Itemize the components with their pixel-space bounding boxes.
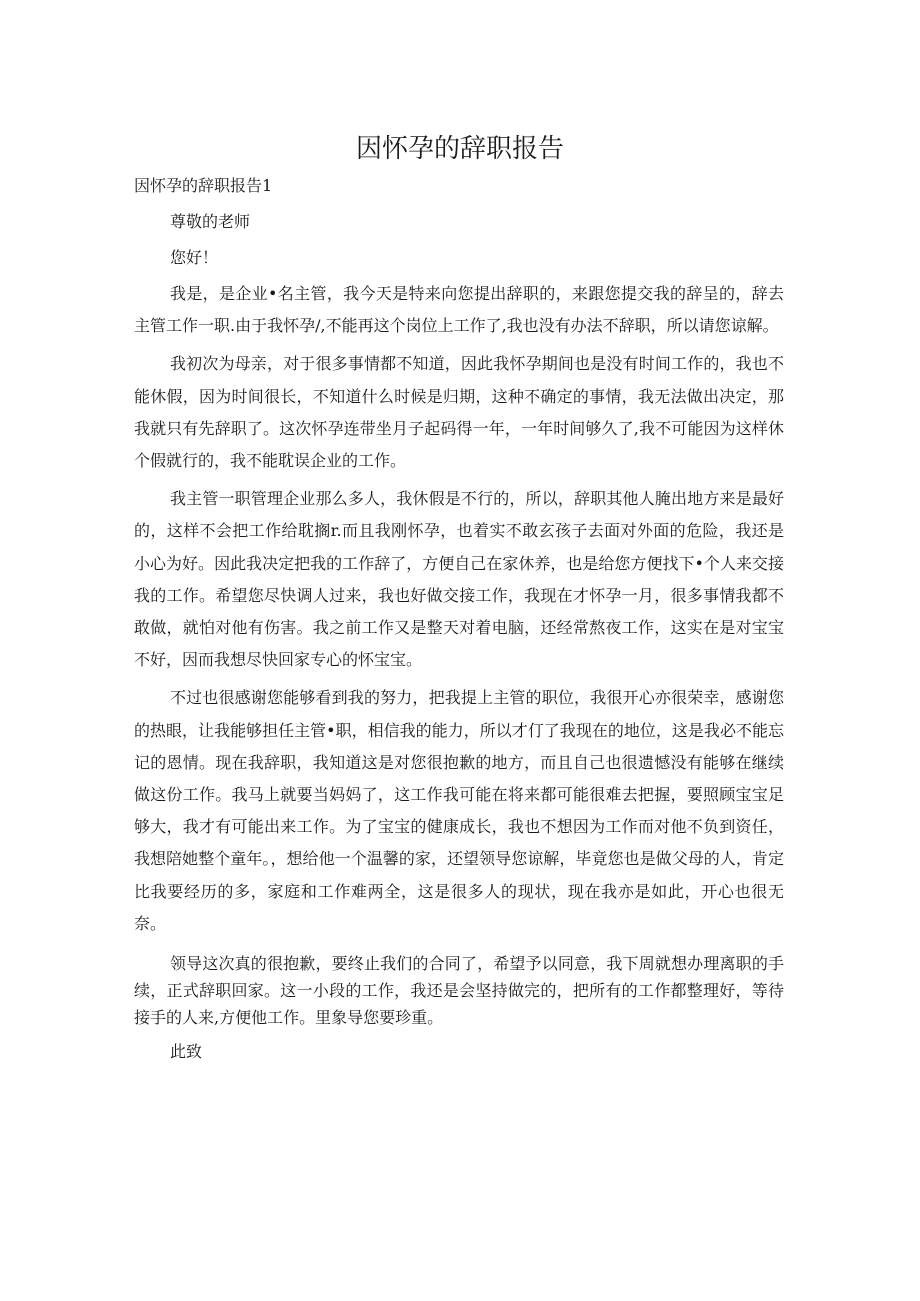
section-heading: 因怀孕的辞职报告1: [134, 176, 273, 195]
document-title: 因怀孕的辞职报告: [355, 134, 564, 164]
greeting: 您好！: [170, 248, 219, 267]
paragraph-2: 我初次为母亲，对于很多事情都不知道，因此我怀孕期间也是没有时间工作的，我也不能休假，因为时间很长，不知道什么时候是归期，这种不确定的事情，我无法做出决定，那我就只有先辞职了。这次怀孕连带坐月子起码得一年，一年时间够久了,我不可能因为这样休个假就行的，我不能耽误企业的工作。: [134, 354, 784, 471]
document-body: [134, 173, 784, 1065]
closing: 此致: [170, 1042, 203, 1062]
paragraph-3: 我主管一职管理企业那么多人，我休假是不行的，所以，辞职其他人腌出地方来是最好的，这样不会把工作给耽搁r.而且我刚怀孕，也着实不敢玄孩子去面对外面的危险，我还是小心为好。因此我决定把我的工作辞了，方便自己在家休养，也是给您方便找下•个人来交接我的工作。希望您尽快调人过来，我也好做交接工作，我现在才怀孕一月，很多事情我都不敢做，就怕对他有伤害。我之前工作又是整天对着电脑，还经常熬夜工作，这实在是对宝宝不好，因而我想尽快回家专心的怀宝宝。: [134, 489, 784, 670]
paragraph-5: 领导这次真的很抱歉，要终止我们的合同了，希望予以同意，我下周就想办理离职的手续，正式辞职回家。这一小段的工作，我还是会坚持做完的，把所有的工作都整理好，等待接手的人来,方便他工作。里象导您要珍重。: [134, 954, 784, 1028]
paragraph-4: 不过也很感谢您能够看到我的努力，把我提上主管的职位，我很开心亦很荣幸，感谢您的热眼，让我能够担任主管•职，相信我的能力，所以才仃了我现在的地位，这是我必不能忘记的恩情。现在我辞职，我知道这是对您很抱歉的地方，而且自己也很遗憾没有能够在继续做这份工作。我马上就要当妈妈了，这工作我可能在将来都可能很难去把握，要照顾宝宝足够大，我才有可能出来工作。为了宝宝的健康成长，我也不想因为工作而对他不负到资任，我想陪她整个童年。，想给他一个温馨的家，还望领导您谅解，毕竟您也是做父母的人，肯定比我要经历的多，家庭和工作难两全，这是很多人的现状，现在我亦是如此，开心也很无奈。: [134, 688, 784, 933]
paragraph-1: 我是，是企业•名主管，我今天是特来向您提出辞职的，来跟您提交我的辞呈的，辞去主管工作一职.由于我怀孕/,不能再这个岗位上工作了,我也没有办法不辞职，所以请您谅解。: [134, 284, 784, 336]
salutation: 尊敬的老师: [170, 212, 251, 231]
